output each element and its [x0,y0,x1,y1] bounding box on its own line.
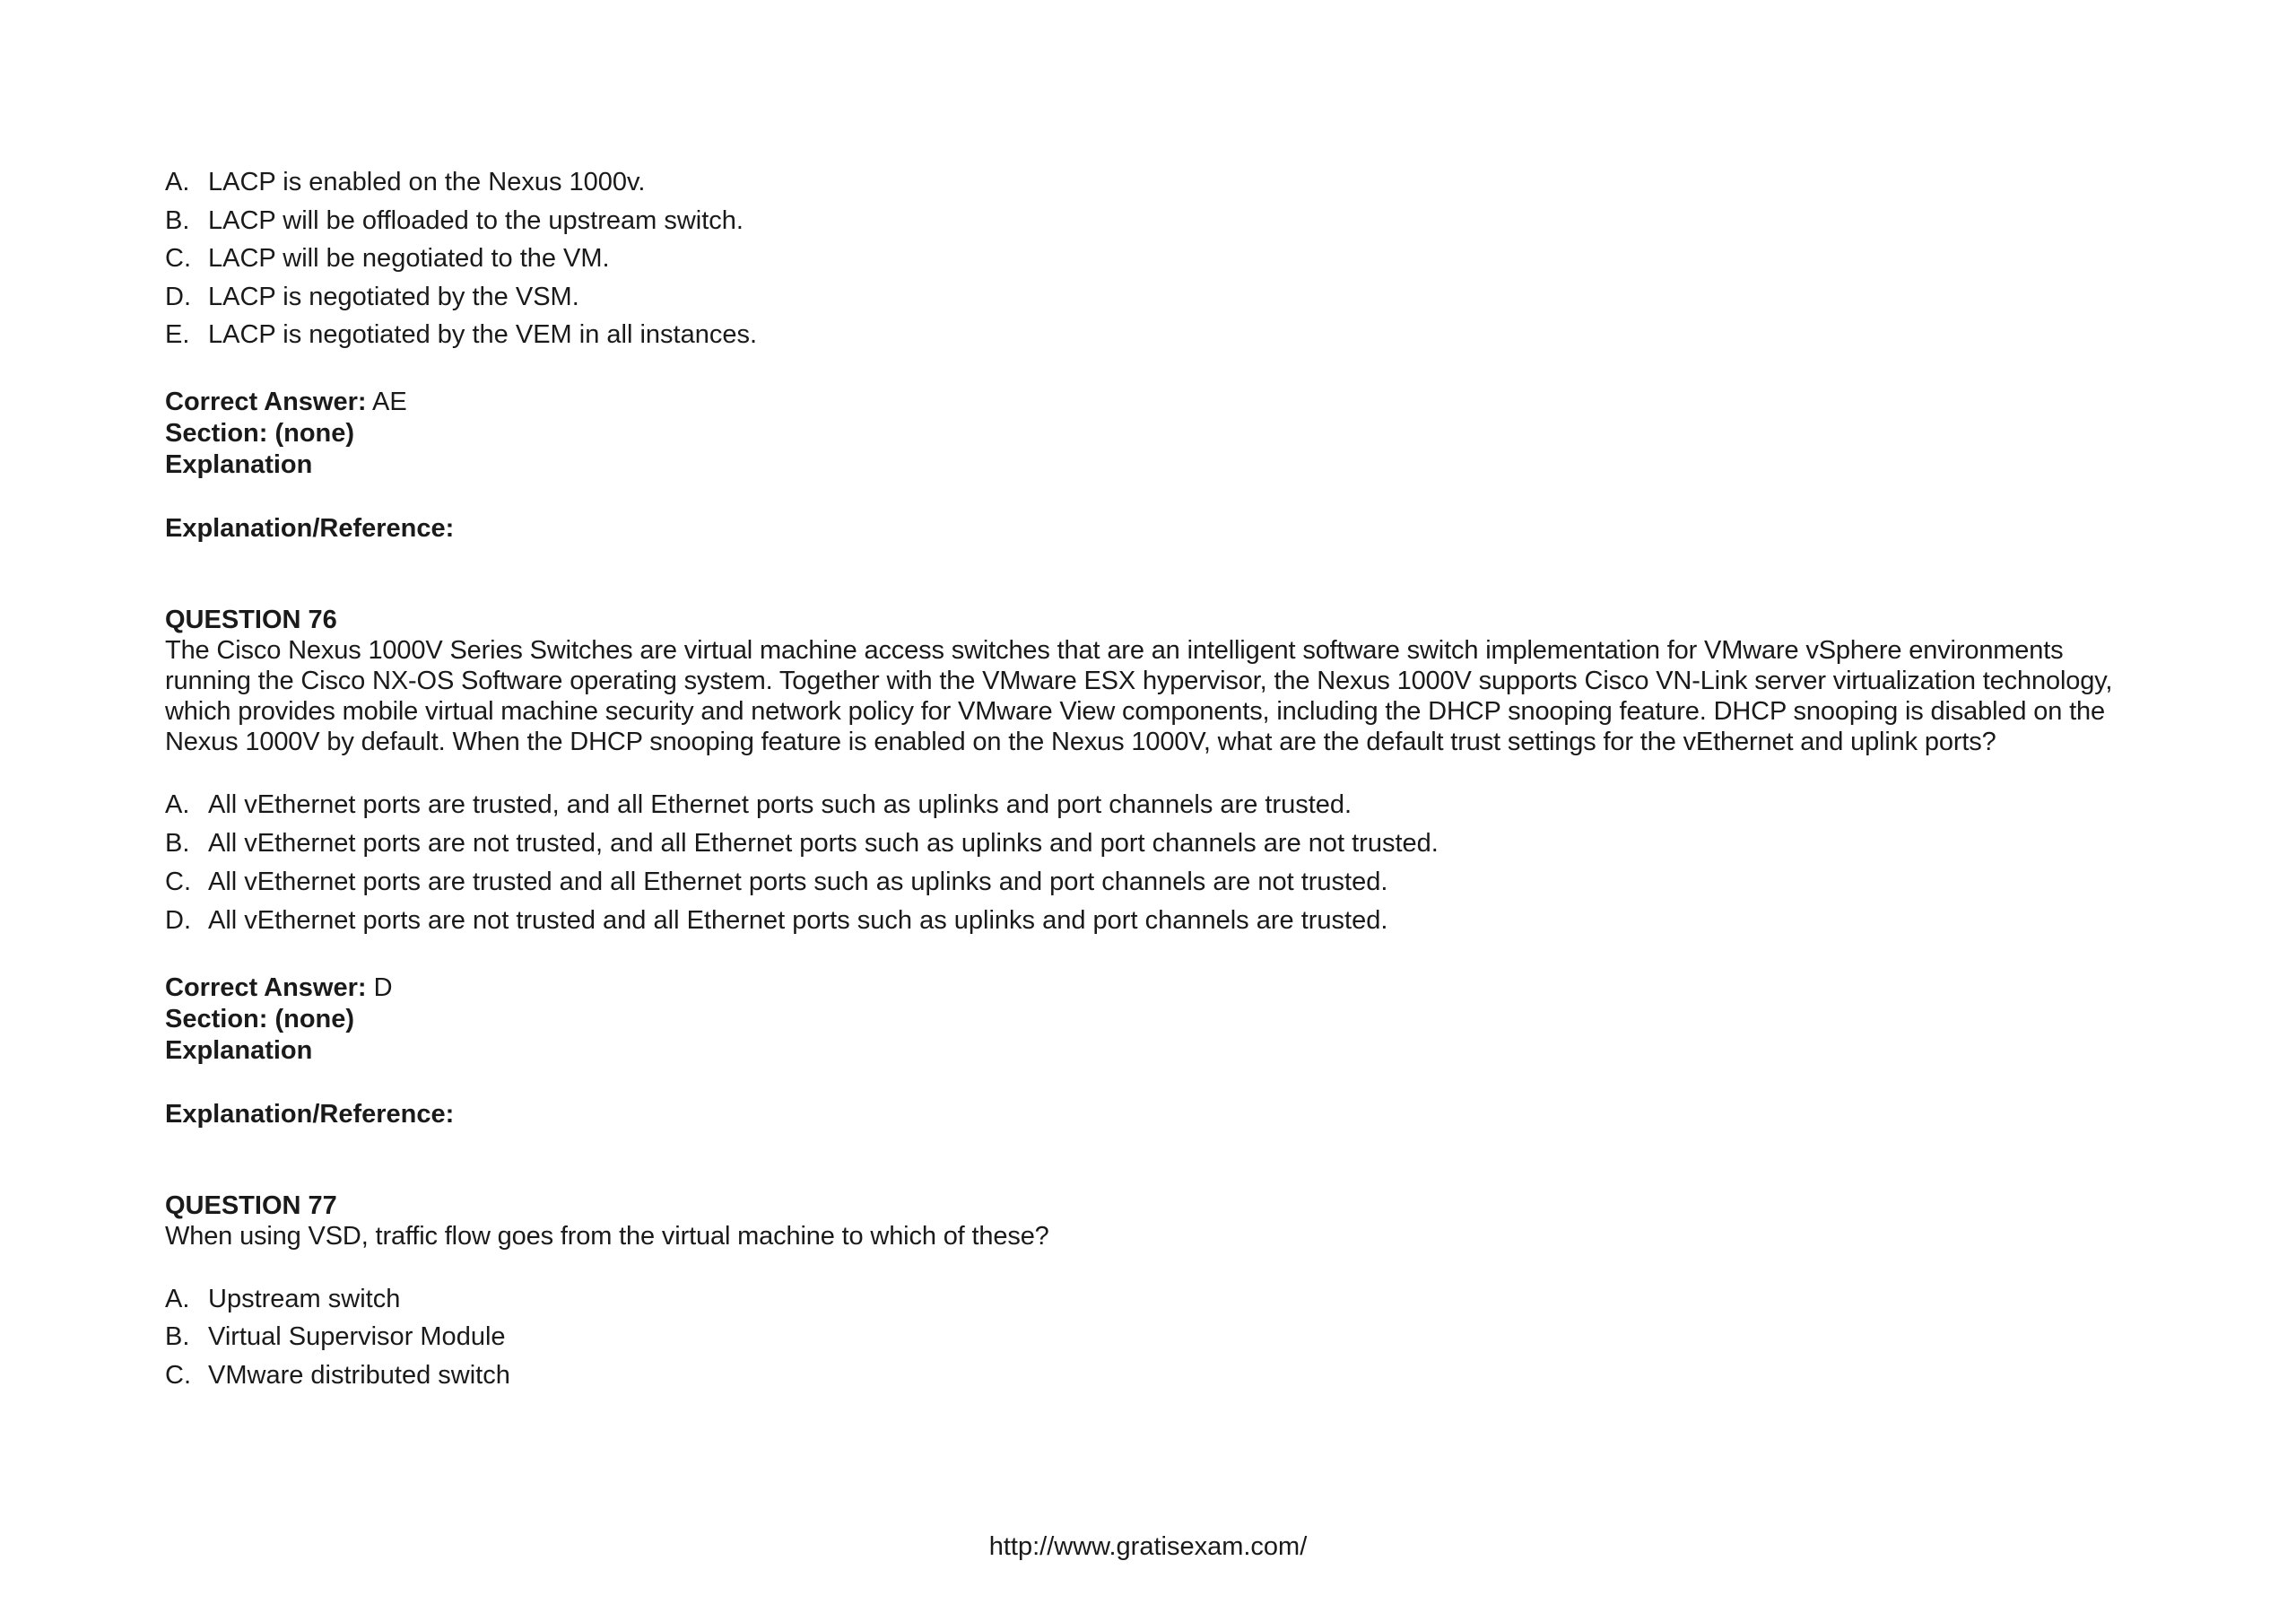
correct-answer-label: Correct Answer: [165,387,367,416]
q76-option-b [165,828,2138,867]
option-letter: D. [165,282,191,311]
option-text: Upstream switch [208,1284,401,1313]
explanation-label: Explanation [165,449,313,479]
question-76 [165,605,2138,1130]
question-76-meta [165,972,2138,1067]
option-letter: E. [165,320,190,349]
option-text: All vEthernet ports are trusted, and all Ethernet ports such as uplinks and port channels are trusted. [208,789,1352,819]
option-letter: A. [165,1284,190,1313]
question-title: QUESTION 77 [165,1190,337,1220]
question-body: The Cisco Nexus 1000V Series Switches are virtual machine access switches that are an intelligent software switch implementation for VMware vSphere environments running the Cisco NX-OS Software operating system. Together with the VMware ESX hypervisor, the Nexus 1000V supports Cisco VN-Link server virtualization technology, which provides mobile virtual machine security and network policy for VMware View components, including the DHCP snooping feature. DHCP snooping is disabled on the Nexus 1000V by default. When the DHCP snooping feature is enabled on the Nexus 1000V, what are the default trust settings for the vEthernet and uplink ports? [165,635,2113,756]
option-text: Virtual Supervisor Module [208,1322,506,1351]
correct-answer-line [165,387,2138,418]
prev-option-d [165,282,2138,320]
question-title: QUESTION 76 [165,605,337,634]
option-text: LACP is negotiated by the VEM in all instances. [208,320,758,349]
question-body: When using VSD, traffic flow goes from the virtual machine to which of these? [165,1221,1049,1251]
prev-question-meta [165,387,2138,481]
option-letter: C. [165,867,191,896]
q77-option-a [165,1284,2138,1322]
option-text: All vEthernet ports are not trusted and all Ethernet ports such as uplinks and port channels are trusted. [208,905,1388,935]
q77-option-c [165,1360,2138,1399]
option-text: LACP will be negotiated to the VM. [208,244,610,273]
section-label: Section: (none) [165,1004,355,1033]
option-letter: C. [165,244,191,273]
option-letter: A. [165,789,190,819]
option-letter: C. [165,1360,191,1390]
q77-option-b [165,1321,2138,1360]
footer-url[interactable]: http://www.gratisexam.com/ [988,1532,1308,1561]
option-letter: B. [165,205,190,235]
question-77 [165,1190,2138,1399]
correct-answer-line [165,972,2138,1004]
option-text: VMware distributed switch [208,1360,510,1390]
prev-option-a [165,167,2138,205]
correct-answer-label: Correct Answer: [165,972,367,1002]
option-text: LACP is negotiated by the VSM. [208,282,579,311]
option-text: LACP will be offloaded to the upstream switch. [208,205,744,235]
question-77-options [165,1284,2138,1399]
prev-option-c [165,243,2138,282]
q76-option-d [165,905,2138,944]
option-text: All vEthernet ports are trusted and all Ethernet ports such as uplinks and port channels are not trusted. [208,867,1388,896]
correct-answer-value: D [366,972,393,1002]
q76-option-a [165,789,2138,828]
prev-option-e [165,319,2138,358]
explanation-label: Explanation [165,1035,313,1065]
option-letter: D. [165,905,191,935]
document-content [165,167,2138,1398]
option-letter: B. [165,1322,190,1351]
prev-question-options [165,167,2138,358]
option-letter: B. [165,828,190,858]
correct-answer-value: AE [366,387,407,416]
explanation-reference-label: Explanation/Reference: [165,1099,455,1129]
q76-option-c [165,867,2138,905]
option-letter: A. [165,168,190,196]
option-text: LACP is enabled on the Nexus 1000v. [208,168,646,196]
option-text: All vEthernet ports are not trusted, and all Ethernet ports such as uplinks and port channels are not trusted. [208,828,1439,858]
section-label: Section: (none) [165,418,355,448]
explanation-reference-label: Explanation/Reference: [165,513,455,543]
prev-option-b [165,205,2138,244]
question-76-options [165,789,2138,944]
